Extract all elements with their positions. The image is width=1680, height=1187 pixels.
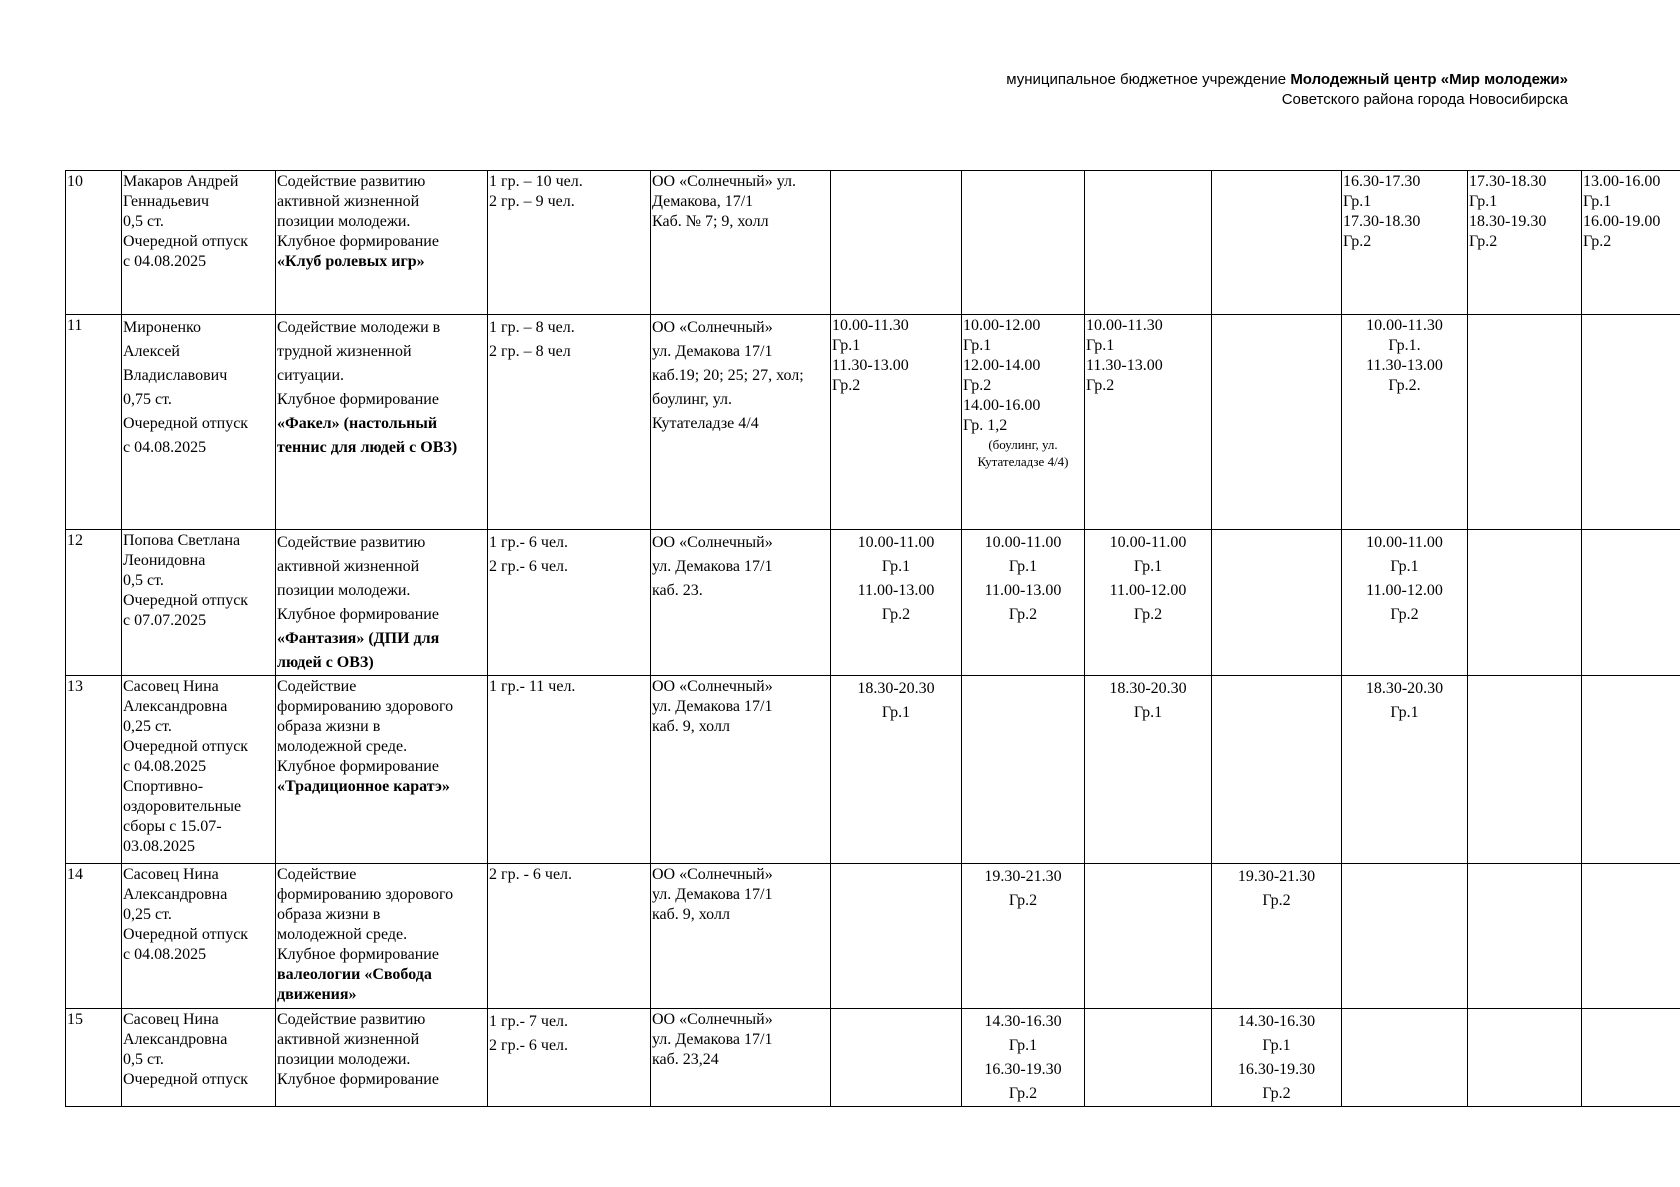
activity-description	[276, 1009, 488, 1107]
sunday-cell: 13.00-16.00 Гр.1 16.00-19.00 Гр.2	[1582, 171, 1680, 315]
table-row	[66, 171, 1680, 315]
wednesday-cell: 10.00-11.00 Гр.1 11.00-12.00 Гр.2	[1085, 530, 1212, 676]
row-number: 12	[66, 530, 122, 676]
sunday-cell	[1582, 1009, 1680, 1107]
row-number: 11	[66, 315, 122, 530]
description-text: Содействие развитию активной жизненной позиции молодежи. Клубное формирование	[277, 534, 439, 623]
monday-cell	[831, 171, 962, 315]
tuesday-note: (боулинг, ул. Кутателадзе 4/4)	[977, 437, 1069, 469]
groups-cell: 2 гр. - 6 чел.	[488, 864, 651, 1009]
row-number: 14	[66, 864, 122, 1009]
club-name: «Факел» (настольный теннис для людей с ОВЗ)	[277, 415, 458, 456]
tuesday-cell: 19.30-21.30 Гр.2	[962, 864, 1085, 1009]
monday-cell	[831, 1009, 962, 1107]
club-name: «Традиционное каратэ»	[277, 778, 450, 795]
table-row	[66, 530, 1680, 676]
location-cell: ОО «Солнечный» ул. Демакова, 17/1 Каб. № 7; 9, холл	[651, 171, 831, 315]
tuesday-cell	[962, 171, 1085, 315]
institution-district: Советского района города Новосибирска	[1281, 91, 1568, 108]
monday-cell: 18.30-20.30 Гр.1	[831, 676, 962, 864]
description-text: Содействие формированию здорового образа жизни в молодежной среде. Клубное формирование	[277, 678, 454, 775]
activity-description	[276, 676, 488, 864]
thursday-cell: 14.30-16.30 Гр.1 16.30-19.30 Гр.2	[1212, 1009, 1342, 1107]
tuesday-cell: 14.30-16.30 Гр.1 16.30-19.30 Гр.2	[962, 1009, 1085, 1107]
tuesday-cell	[962, 315, 1085, 530]
thursday-cell: 19.30-21.30 Гр.2	[1212, 864, 1342, 1009]
teacher-name: Сасовец Нина Александровна 0,25 ст. Очередной отпуск с 04.08.2025 Спортивно- оздоровительные сборы с 15.07- 03.08.2025	[122, 676, 276, 864]
schedule-table	[65, 170, 1680, 1107]
activity-description	[276, 315, 488, 530]
friday-cell	[1342, 1009, 1468, 1107]
wednesday-cell: 10.00-11.30 Гр.1 11.30-13.00 Гр.2	[1085, 315, 1212, 530]
activity-description	[276, 530, 488, 676]
club-name: валеологии «Свобода движения»	[277, 966, 432, 1003]
monday-cell: 10.00-11.30 Гр.1 11.30-13.00 Гр.2	[831, 315, 962, 530]
location-cell: ОО «Солнечный» ул. Демакова 17/1 каб. 9, холл	[651, 864, 831, 1009]
institution-line	[1006, 70, 1568, 90]
teacher-name: Мироненко Алексей Владиславович 0,75 ст. Очередной отпуск с 04.08.2025	[122, 315, 276, 530]
club-name: «Фантазия» (ДПИ для людей с ОВЗ)	[277, 630, 440, 671]
activity-description	[276, 864, 488, 1009]
location-cell: ОО «Солнечный» ул. Демакова 17/1 каб.19; 20; 25; 27, хол; боулинг, ул. Кутателадзе 4/4	[651, 315, 831, 530]
friday-cell	[1342, 864, 1468, 1009]
row-number: 15	[66, 1009, 122, 1107]
saturday-cell	[1468, 315, 1582, 530]
saturday-cell: 17.30-18.30 Гр.1 18.30-19.30 Гр.2	[1468, 171, 1582, 315]
friday-cell: 10.00-11.30 Гр.1. 11.30-13.00 Гр.2.	[1342, 315, 1468, 530]
institution-prefix: муниципальное бюджетное учреждение	[1006, 71, 1291, 88]
wednesday-cell	[1085, 171, 1212, 315]
groups-cell: 1 гр. – 8 чел. 2 гр. – 8 чел	[488, 315, 651, 530]
document-header	[1006, 70, 1568, 110]
tuesday-cell	[962, 676, 1085, 864]
thursday-cell	[1212, 315, 1342, 530]
club-name: «Клуб ролевых игр»	[277, 253, 425, 270]
description-text: Содействие развитию активной жизненной позиции молодежи. Клубное формирование	[277, 173, 439, 250]
teacher-name: Макаров Андрей Геннадьевич 0,5 ст. Очередной отпуск с 04.08.2025	[122, 171, 276, 315]
groups-cell: 1 гр.- 6 чел. 2 гр.- 6 чел.	[488, 530, 651, 676]
tuesday-cell: 10.00-11.00 Гр.1 11.00-13.00 Гр.2	[962, 530, 1085, 676]
institution-name: Молодежный центр «Мир молодежи»	[1290, 71, 1568, 88]
friday-cell: 18.30-20.30 Гр.1	[1342, 676, 1468, 864]
saturday-cell	[1468, 1009, 1582, 1107]
teacher-name: Попова Светлана Леонидовна 0,5 ст. Очередной отпуск с 07.07.2025	[122, 530, 276, 676]
description-text: Содействие молодежи в трудной жизненной ситуации. Клубное формирование	[277, 319, 441, 408]
location-cell: ОО «Солнечный» ул. Демакова 17/1 каб. 23,24	[651, 1009, 831, 1107]
thursday-cell	[1212, 530, 1342, 676]
sunday-cell	[1582, 530, 1680, 676]
teacher-name: Сасовец Нина Александровна 0,5 ст. Очередной отпуск	[122, 1009, 276, 1107]
saturday-cell	[1468, 864, 1582, 1009]
location-cell: ОО «Солнечный» ул. Демакова 17/1 каб. 9, холл	[651, 676, 831, 864]
description-text: Содействие формированию здорового образа жизни в молодежной среде. Клубное формирование	[277, 866, 454, 963]
description-text: Содействие развитию активной жизненной позиции молодежи. Клубное формирование	[277, 1011, 439, 1088]
sunday-cell	[1582, 864, 1680, 1009]
groups-cell: 1 гр. – 10 чел. 2 гр. – 9 чел.	[488, 171, 651, 315]
wednesday-cell	[1085, 1009, 1212, 1107]
sunday-cell	[1582, 676, 1680, 864]
monday-cell: 10.00-11.00 Гр.1 11.00-13.00 Гр.2	[831, 530, 962, 676]
teacher-name: Сасовец Нина Александровна 0,25 ст. Очередной отпуск с 04.08.2025	[122, 864, 276, 1009]
groups-cell: 1 гр.- 11 чел.	[488, 676, 651, 864]
activity-description	[276, 171, 488, 315]
table-row	[66, 676, 1680, 864]
row-number: 10	[66, 171, 122, 315]
monday-cell	[831, 864, 962, 1009]
table-row	[66, 864, 1680, 1009]
saturday-cell	[1468, 676, 1582, 864]
table-row	[66, 315, 1680, 530]
table-row	[66, 1009, 1680, 1107]
location-cell: ОО «Солнечный» ул. Демакова 17/1 каб. 23.	[651, 530, 831, 676]
thursday-cell	[1212, 171, 1342, 315]
wednesday-cell	[1085, 864, 1212, 1009]
tuesday-times: 10.00-12.00 Гр.1 12.00-14.00 Гр.2 14.00-16.00 Гр. 1,2	[963, 317, 1041, 434]
sunday-cell	[1582, 315, 1680, 530]
wednesday-cell: 18.30-20.30 Гр.1	[1085, 676, 1212, 864]
groups-cell: 1 гр.- 7 чел. 2 гр.- 6 чел.	[488, 1009, 651, 1107]
friday-cell: 16.30-17.30 Гр.1 17.30-18.30 Гр.2	[1342, 171, 1468, 315]
friday-cell: 10.00-11.00 Гр.1 11.00-12.00 Гр.2	[1342, 530, 1468, 676]
thursday-cell	[1212, 676, 1342, 864]
saturday-cell	[1468, 530, 1582, 676]
row-number: 13	[66, 676, 122, 864]
